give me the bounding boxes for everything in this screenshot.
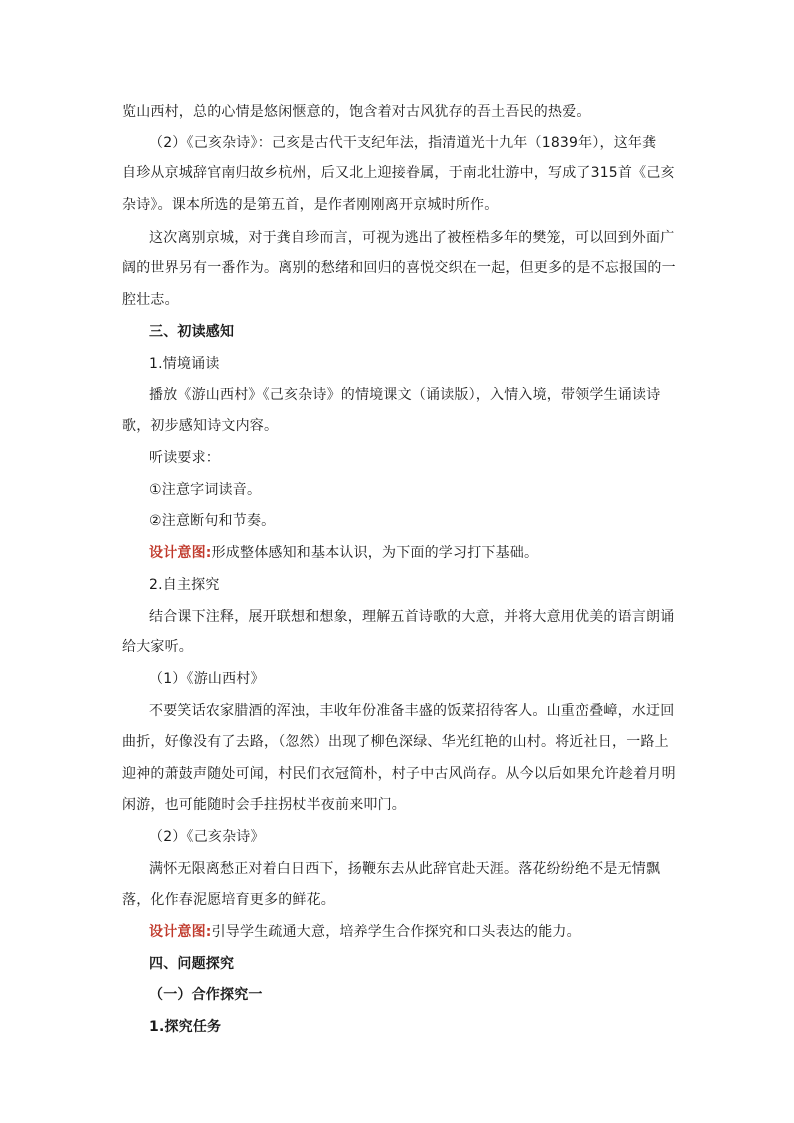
- paragraph-line: 曲折，好像没有了去路，（忽然）出现了柳色深绿、华光红艳的山村。将近社日，一路上: [122, 734, 669, 750]
- paragraph-line: 满怀无限离愁正对着白日西下，扬鞭东去从此辞官赴天涯。落花纷纷绝不是无情飘: [149, 861, 661, 877]
- paragraph-line: （2）《己亥杂诗》：己亥是古代干支纪年法，指清道光十九年（1839年），这年龚: [149, 135, 657, 151]
- subsection-heading: 1.探究任务: [149, 1019, 222, 1035]
- paragraph-line: 迎神的萧鼓声随处可闻，村民们衣冠简朴，村子中古风尚存。从今以后如果允许趁着月明: [122, 766, 676, 782]
- design-intent-label: 设计意图:: [149, 545, 212, 561]
- design-intent-text: 引导学生疏通大意，培养学生合作探究和口头表达的能力。: [211, 924, 581, 940]
- poem-title: （2）《己亥杂诗》: [149, 829, 265, 845]
- paragraph-line: 给大家听。: [122, 639, 193, 655]
- list-item: ②注意断句和节奏。: [149, 513, 276, 529]
- paragraph-line: 结合课下注释，展开联想和想象，理解五首诗歌的大意，并将大意用优美的语言朗诵: [149, 609, 675, 625]
- design-intent-label: 设计意图:: [149, 924, 212, 940]
- section-heading: 四、问题探究: [149, 956, 235, 972]
- subsection-heading: 1.情境诵读: [149, 356, 220, 372]
- paragraph-line: 览山西村，总的心情是悠闲惬意的，饱含着对古风犹存的吾土吾民的热爱。: [122, 104, 591, 120]
- paragraph-line: 这次离别京城，对于龚自珍而言，可视为逃出了被桎梏多年的樊笼，可以回到外面广: [149, 230, 675, 246]
- paragraph-line: 播放《游山西村》《己亥杂诗》的情境课文（诵读版），入情入境，带领学生诵读诗: [149, 387, 661, 403]
- paragraph-line: 落，化作春泥愿培育更多的鲜花。: [122, 892, 335, 908]
- design-intent: [149, 923, 709, 941]
- paragraph-line: 闲游，也可能随时会手拄拐杖半夜前来叩门。: [122, 797, 406, 813]
- paragraph-line: 歌，初步感知诗文内容。: [122, 418, 279, 434]
- subsection-heading: 2.自主探究: [149, 577, 220, 593]
- poem-title: （1）《游山西村》: [149, 671, 265, 687]
- design-intent: [149, 544, 709, 562]
- paragraph-line: 不要笑话农家腊酒的浑浊，丰收年份准备丰盛的饭菜招待客人。山重峦叠嶂，水迂回: [149, 703, 675, 719]
- paragraph-line: 自珍从京城辞官南归故乡杭州，后又北上迎接眷属，于南北壮游中，写成了315首《己亥: [122, 165, 675, 181]
- list-item: ①注意字词读音。: [149, 482, 262, 498]
- paragraph-line: 腔壮志。: [122, 292, 179, 308]
- paragraph-line: 阔的世界另有一番作为。离别的愁绪和回归的喜悦交织在一起，但更多的是不忘报国的一: [122, 260, 676, 276]
- subsection-heading: （一）合作探究一: [149, 987, 263, 1003]
- paragraph-line: 听读要求：: [149, 450, 220, 466]
- paragraph-line: 杂诗》。课本所选的是第五首，是作者刚刚离开京城时所作。: [122, 197, 499, 213]
- section-heading: 三、初读感知: [149, 324, 235, 340]
- design-intent-text: 形成整体感知和基本认识，为下面的学习打下基础。: [211, 545, 539, 561]
